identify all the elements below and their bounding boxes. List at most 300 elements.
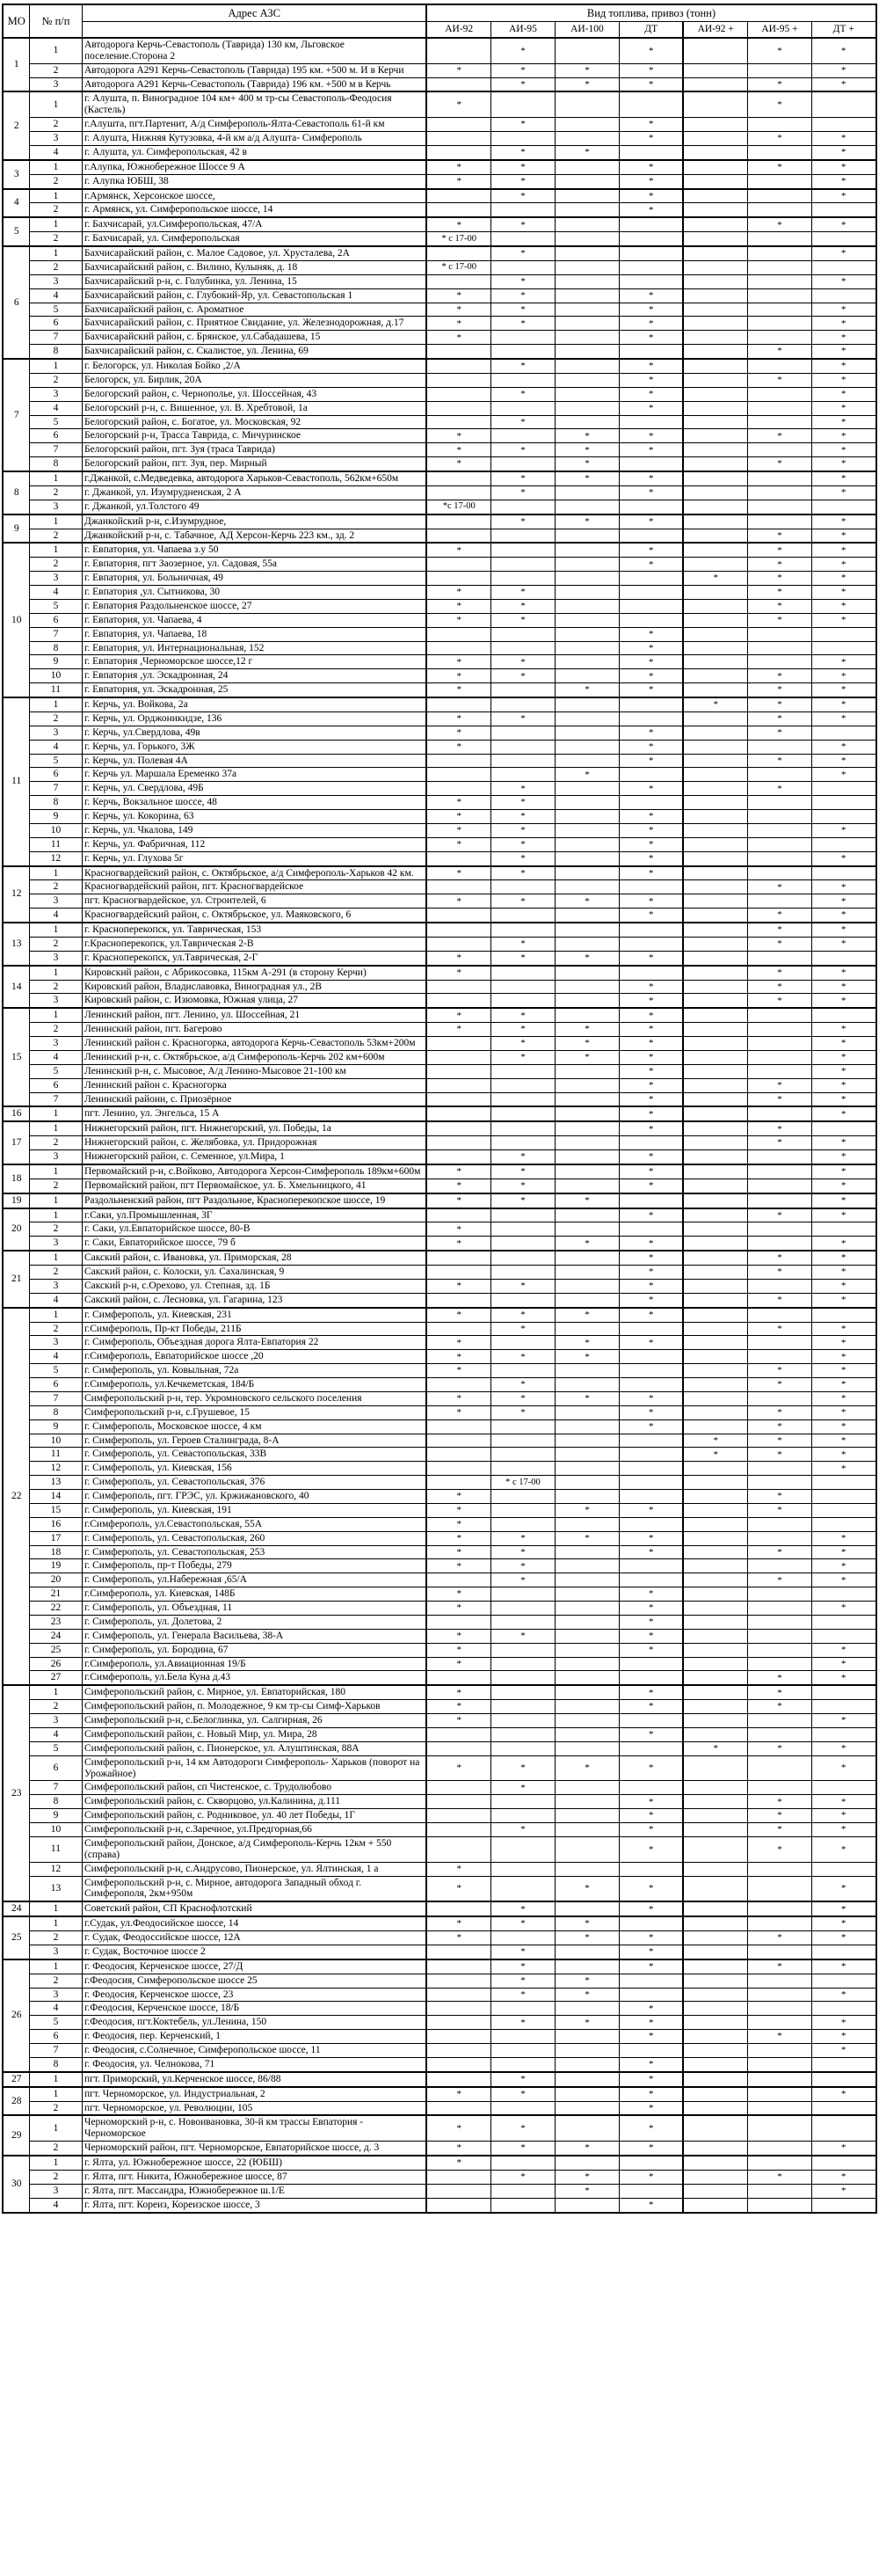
fuel-mark-cell: * — [811, 1023, 875, 1037]
station-number-cell: 6 — [29, 613, 82, 627]
fuel-mark-cell — [811, 2057, 875, 2071]
fuel-mark-cell: * — [747, 429, 811, 443]
fuel-mark-cell — [683, 1378, 747, 1392]
station-address-cell: Симферопольский р-н, с. Мирное, автодорога Западный обход г. Симферополя, 2км+950м — [82, 1876, 426, 1901]
fuel-mark-cell: * — [619, 303, 683, 317]
fuel-mark-cell: * — [811, 1050, 875, 1064]
fuel-mark-cell — [683, 2072, 747, 2087]
fuel-mark-cell — [811, 2072, 875, 2087]
fuel-mark-cell — [555, 1862, 619, 1876]
fuel-mark-cell — [555, 782, 619, 796]
fuel-mark-cell — [747, 1901, 811, 1916]
fuel-mark-cell: * — [555, 1050, 619, 1064]
fuel-mark-cell — [811, 1503, 875, 1517]
fuel-col-ai95plus: АИ-95 + — [747, 22, 811, 38]
fuel-mark-cell: * — [811, 189, 875, 203]
fuel-mark-cell — [555, 1279, 619, 1293]
fuel-mark-cell: * — [555, 768, 619, 782]
fuel-mark-cell — [683, 246, 747, 260]
fuel-mark-cell — [619, 260, 683, 274]
table-row — [3, 754, 875, 768]
table-row — [3, 77, 875, 91]
fuel-mark-cell: * — [490, 485, 555, 500]
fuel-mark-cell: * — [811, 754, 875, 768]
fuel-mark-cell — [683, 2198, 747, 2212]
table-row — [3, 994, 875, 1008]
station-address-cell: Симферопольский р-н, с.Андрусово, Пионерское, ул. Ялтинская, 1 а — [82, 1862, 426, 1876]
fuel-mark-cell — [747, 1023, 811, 1037]
fuel-mark-cell — [747, 641, 811, 655]
table-row — [3, 317, 875, 331]
table-row — [3, 387, 875, 401]
table-row — [3, 1643, 875, 1657]
fuel-mark-cell — [555, 641, 619, 655]
fuel-mark-cell: * — [426, 331, 490, 345]
station-address-cell: Черноморский район, пгт. Черноморское, Евпаторийское шоссе, д. 3 — [82, 2142, 426, 2156]
table-row — [3, 1150, 875, 1164]
fuel-mark-cell — [426, 1809, 490, 1823]
station-address-cell: Ленинский р-н, с. Октябрьское, а/д Симферополь-Керчь 202 км+600м — [82, 1050, 426, 1064]
station-number-cell: 3 — [29, 132, 82, 146]
fuel-mark-cell: * — [747, 1434, 811, 1448]
fuel-mark-cell: * — [811, 697, 875, 712]
table-row — [3, 1727, 875, 1741]
fuel-mark-cell: * — [426, 1193, 490, 1208]
station-number-cell: 4 — [29, 1350, 82, 1364]
fuel-mark-cell: * — [619, 627, 683, 641]
fuel-mark-cell: * — [426, 1629, 490, 1643]
fuel-mark-cell — [555, 1251, 619, 1265]
mo-cell: 3 — [3, 160, 29, 189]
fuel-mark-cell — [490, 1136, 555, 1150]
fuel-mark-cell: * — [811, 174, 875, 188]
station-number-cell: 9 — [29, 1419, 82, 1434]
station-number-cell: 3 — [29, 77, 82, 91]
fuel-mark-cell — [490, 726, 555, 740]
fuel-mark-cell: * — [619, 373, 683, 387]
fuel-mark-cell: * — [619, 1643, 683, 1657]
fuel-mark-cell — [490, 1587, 555, 1602]
fuel-mark-cell: * — [619, 866, 683, 880]
fuel-mark-cell — [683, 754, 747, 768]
fuel-mark-cell: * — [555, 1391, 619, 1405]
fuel-mark-cell — [490, 1092, 555, 1106]
fuel-mark-cell: * — [426, 543, 490, 557]
fuel-mark-cell: * — [490, 174, 555, 188]
fuel-mark-cell: * — [747, 1266, 811, 1280]
station-number-cell: 1 — [29, 697, 82, 712]
fuel-mark-cell — [747, 740, 811, 754]
fuel-mark-cell — [811, 1587, 875, 1602]
fuel-mark-cell — [683, 1862, 747, 1876]
fuel-mark-cell: * — [619, 823, 683, 837]
fuel-mark-cell: * — [490, 387, 555, 401]
fuel-mark-cell — [619, 586, 683, 600]
fuel-mark-cell — [555, 613, 619, 627]
table-row — [3, 1862, 875, 1876]
mo-cell: 26 — [3, 1959, 29, 2072]
fuel-mark-cell — [683, 823, 747, 837]
fuel-mark-cell: * — [747, 1078, 811, 1092]
table-row — [3, 2002, 875, 2016]
table-row — [3, 331, 875, 345]
fuel-mark-cell — [555, 2044, 619, 2058]
fuel-mark-cell: * — [619, 2002, 683, 2016]
fuel-mark-cell: * — [747, 1293, 811, 1307]
fuel-mark-cell: * — [426, 1364, 490, 1378]
fuel-mark-cell: * — [490, 63, 555, 77]
table-row — [3, 1208, 875, 1222]
fuel-mark-cell — [811, 1615, 875, 1629]
fuel-mark-cell — [555, 500, 619, 514]
mo-cell: 28 — [3, 2087, 29, 2116]
fuel-mark-cell — [683, 2002, 747, 2016]
table-row — [3, 880, 875, 894]
fuel-mark-cell — [490, 1615, 555, 1629]
fuel-mark-cell: * — [811, 1391, 875, 1405]
fuel-mark-cell — [683, 1405, 747, 1419]
fuel-mark-cell — [747, 1629, 811, 1643]
station-number-cell: 1 — [29, 1106, 82, 1121]
fuel-mark-cell — [555, 132, 619, 146]
fuel-mark-cell — [490, 1671, 555, 1685]
station-number-cell: 3 — [29, 726, 82, 740]
fuel-mark-cell — [683, 1945, 747, 1959]
fuel-mark-cell — [555, 1378, 619, 1392]
fuel-mark-cell — [490, 1448, 555, 1462]
station-address-cell: г. Ялта, пгт. Никита, Южнобережное шоссе, 87 — [82, 2170, 426, 2184]
fuel-mark-cell: * — [555, 1308, 619, 1322]
station-number-cell: 2 — [29, 2101, 82, 2115]
fuel-mark-cell: * — [619, 485, 683, 500]
fuel-mark-cell — [683, 457, 747, 471]
fuel-mark-cell — [555, 823, 619, 837]
fuel-mark-cell — [555, 599, 619, 613]
station-address-cell: г. Армянск, ул. Симферопольское шоссе, 14 — [82, 203, 426, 217]
fuel-mark-cell — [747, 1462, 811, 1476]
station-address-cell: Белогорский р-н, с. Вишенное, ул. В. Хребтовой, 1а — [82, 401, 426, 415]
fuel-mark-cell: * — [619, 1279, 683, 1293]
fuel-mark-cell: * — [619, 994, 683, 1008]
table-row — [3, 1179, 875, 1193]
table-row — [3, 2142, 875, 2156]
fuel-mark-cell: * — [619, 2030, 683, 2044]
station-number-cell: 3 — [29, 1037, 82, 1051]
fuel-mark-cell: * — [747, 1931, 811, 1945]
fuel-mark-cell — [490, 1293, 555, 1307]
fuel-mark-cell — [683, 1293, 747, 1307]
table-row — [3, 1064, 875, 1078]
fuel-mark-cell — [811, 782, 875, 796]
fuel-mark-cell: * — [811, 529, 875, 543]
fuel-mark-cell — [426, 1615, 490, 1629]
fuel-mark-cell: * — [619, 1121, 683, 1135]
station-number-cell: 4 — [29, 145, 82, 159]
fuel-mark-cell — [683, 586, 747, 600]
station-number-cell: 1 — [29, 217, 82, 231]
station-number-cell: 2 — [29, 2142, 82, 2156]
fuel-mark-cell: * — [490, 2170, 555, 2184]
station-number-cell: 7 — [29, 443, 82, 457]
fuel-mark-cell — [747, 232, 811, 246]
mo-cell: 8 — [3, 471, 29, 514]
station-address-cell: г.Феодосия, Симферопольское шоссе 25 — [82, 1974, 426, 1988]
fuel-mark-cell: * — [747, 1490, 811, 1504]
station-number-cell: 1 — [29, 1308, 82, 1322]
station-number-cell: 12 — [29, 851, 82, 865]
fuel-mark-cell: * — [619, 1685, 683, 1699]
table-row — [3, 2030, 875, 2044]
table-row — [3, 712, 875, 726]
fuel-mark-cell — [683, 471, 747, 485]
fuel-mark-cell: * — [426, 1405, 490, 1419]
fuel-mark-cell: * — [555, 1876, 619, 1901]
station-address-cell: г. Евпатория, ул. Чапаева, 18 — [82, 627, 426, 641]
fuel-mark-cell — [555, 2057, 619, 2071]
fuel-mark-cell — [426, 1727, 490, 1741]
station-address-cell: Симферопольский район, с. Родниковое, ул. 40 лет Победы, 1Г — [82, 1809, 426, 1823]
fuel-mark-cell — [683, 2044, 747, 2058]
table-header — [3, 4, 875, 38]
fuel-mark-cell: * — [619, 1876, 683, 1901]
fuel-mark-cell: * — [490, 359, 555, 373]
fuel-mark-cell: * — [490, 1988, 555, 2002]
table-row — [3, 174, 875, 188]
fuel-mark-cell: * — [555, 683, 619, 697]
fuel-mark-cell — [747, 823, 811, 837]
fuel-mark-cell: * — [811, 429, 875, 443]
fuel-mark-cell: * — [619, 38, 683, 63]
station-address-cell: г. Керчь, ул.Свердлова, 49в — [82, 726, 426, 740]
fuel-mark-cell — [683, 1988, 747, 2002]
address-column-header-empty — [82, 22, 426, 38]
fuel-mark-cell: * — [811, 1714, 875, 1728]
station-number-cell: 2 — [29, 1023, 82, 1037]
fuel-mark-cell — [747, 63, 811, 77]
table-row — [3, 1671, 875, 1685]
fuel-mark-cell: * — [747, 373, 811, 387]
fuel-mark-cell: * — [490, 317, 555, 331]
fuel-mark-cell — [683, 1179, 747, 1193]
fuel-mark-cell: * — [490, 2072, 555, 2087]
table-row — [3, 1629, 875, 1643]
fuel-mark-cell — [490, 740, 555, 754]
fuel-mark-cell — [747, 145, 811, 159]
fuel-mark-cell — [555, 260, 619, 274]
fuel-mark-cell — [683, 782, 747, 796]
station-address-cell: Красногвардейский район, пгт. Красногвардейское — [82, 880, 426, 894]
fuel-mark-cell — [555, 1434, 619, 1448]
fuel-mark-cell: * — [811, 966, 875, 980]
fuel-mark-cell: * — [619, 1615, 683, 1629]
fuel-mark-cell — [747, 1106, 811, 1121]
station-number-cell: 3 — [29, 994, 82, 1008]
station-address-cell: Джанкойский р-н, с.Изумрудное, — [82, 514, 426, 529]
fuel-mark-cell — [426, 1419, 490, 1434]
fuel-mark-cell — [683, 1916, 747, 1930]
fuel-mark-cell: * — [426, 669, 490, 683]
fuel-mark-cell: * — [747, 966, 811, 980]
fuel-mark-cell — [747, 401, 811, 415]
fuel-mark-cell — [426, 38, 490, 63]
fuel-mark-cell — [747, 1781, 811, 1795]
fuel-mark-cell — [619, 246, 683, 260]
table-row — [3, 1517, 875, 1531]
station-address-cell: г. Симферополь, ул. Ковыльная, 72а — [82, 1364, 426, 1378]
fuel-mark-cell — [490, 373, 555, 387]
fuel-mark-cell — [811, 1517, 875, 1531]
fuel-mark-cell: * — [426, 866, 490, 880]
station-address-cell: г. Симферополь, пр-т Победы, 279 — [82, 1559, 426, 1573]
fuel-mark-cell: * — [490, 274, 555, 288]
fuel-mark-cell — [490, 203, 555, 217]
station-address-cell: г.Армянск, Херсонское шоссе, — [82, 189, 426, 203]
fuel-mark-cell: * — [811, 2142, 875, 2156]
fuel-mark-cell: * — [490, 1559, 555, 1573]
station-number-cell: 3 — [29, 572, 82, 586]
table-row — [3, 1545, 875, 1559]
table-row — [3, 1974, 875, 1988]
station-number-cell: 3 — [29, 387, 82, 401]
fuel-mark-cell — [426, 1251, 490, 1265]
fuel-mark-cell: * — [490, 1974, 555, 1988]
fuel-mark-cell: * — [811, 1322, 875, 1336]
fuel-mark-cell: * — [811, 712, 875, 726]
fuel-mark-cell: * — [619, 810, 683, 824]
fuel-mark-cell — [490, 232, 555, 246]
station-address-cell: г. Белогорск, ул. Николая Бойко ,2/А — [82, 359, 426, 373]
station-number-cell: 2 — [29, 937, 82, 951]
station-address-cell: Бахчисарайский район, с. Малое Садовое, ул. Хрусталева, 2А — [82, 246, 426, 260]
fuel-mark-cell — [490, 627, 555, 641]
fuel-mark-cell — [619, 500, 683, 514]
fuel-mark-cell — [747, 2072, 811, 2087]
station-number-cell: 3 — [29, 1150, 82, 1164]
fuel-mark-cell — [555, 174, 619, 188]
fuel-mark-cell — [490, 641, 555, 655]
fuel-mark-cell — [426, 1741, 490, 1755]
fuel-mark-cell — [426, 851, 490, 865]
fuel-mark-cell: * — [811, 132, 875, 146]
table-row — [3, 1293, 875, 1307]
fuel-mark-cell: * — [619, 894, 683, 909]
station-number-cell: 8 — [29, 2057, 82, 2071]
station-number-cell: 2 — [29, 1222, 82, 1237]
station-number-cell: 27 — [29, 1671, 82, 1685]
fuel-mark-cell — [555, 726, 619, 740]
fuel-mark-cell: * — [619, 1945, 683, 1959]
fuel-mark-cell — [490, 2198, 555, 2212]
station-address-cell: Красногвардейский район, с. Октябрьское, ул. Маяковского, 6 — [82, 909, 426, 923]
fuel-mark-cell — [619, 217, 683, 231]
fuel-mark-cell — [555, 2115, 619, 2141]
fuel-mark-cell: * — [811, 1836, 875, 1862]
fuel-mark-cell: * — [555, 1531, 619, 1545]
table-row — [3, 246, 875, 260]
table-row — [3, 1391, 875, 1405]
station-address-cell: г.Феодосия, Керченское шоссе, 18/Б — [82, 2002, 426, 2016]
fuel-mark-cell: * — [811, 1462, 875, 1476]
table-row — [3, 1781, 875, 1795]
fuel-mark-cell — [683, 1266, 747, 1280]
fuel-mark-cell — [426, 1106, 490, 1121]
fuel-mark-cell: * — [811, 1809, 875, 1823]
fuel-mark-cell — [683, 768, 747, 782]
fuel-mark-cell — [555, 980, 619, 994]
fuel-mark-cell — [683, 1251, 747, 1265]
station-address-cell: Сакский р-н, с.Орехово, ул. Степная, зд. 1Б — [82, 1279, 426, 1293]
fuel-mark-cell — [747, 627, 811, 641]
station-address-cell: г. Керчь, ул. Фабричная, 112 — [82, 837, 426, 851]
station-number-cell: 10 — [29, 1434, 82, 1448]
fuel-mark-cell: * — [619, 669, 683, 683]
station-address-cell: г. Красноперекопск, ул. Таврическая, 153 — [82, 923, 426, 937]
station-address-cell: г. Евпатория, ул. Больничная, 49 — [82, 572, 426, 586]
fuel-mark-cell — [811, 2002, 875, 2016]
fuel-mark-cell — [426, 1064, 490, 1078]
fuel-mark-cell — [747, 1657, 811, 1671]
fuel-mark-cell — [747, 1064, 811, 1078]
fuel-mark-cell: * — [747, 1671, 811, 1685]
fuel-mark-cell — [426, 641, 490, 655]
fuel-mark-cell: * — [490, 851, 555, 865]
fuel-mark-cell: * — [426, 429, 490, 443]
fuel-mark-cell: * — [747, 1448, 811, 1462]
fuel-mark-cell: * — [619, 1179, 683, 1193]
fuel-mark-cell: * — [811, 1545, 875, 1559]
fuel-mark-cell — [683, 77, 747, 91]
station-number-cell: 8 — [29, 1405, 82, 1419]
fuel-mark-cell: * — [619, 2170, 683, 2184]
fuel-mark-cell — [683, 683, 747, 697]
table-row — [3, 823, 875, 837]
station-address-cell: пгт. Ленино, ул. Энгельса, 15 А — [82, 1106, 426, 1121]
fuel-mark-cell — [683, 274, 747, 288]
station-number-cell: 2 — [29, 1931, 82, 1945]
fuel-mark-cell: * — [619, 359, 683, 373]
mo-cell: 23 — [3, 1685, 29, 1901]
fuel-mark-cell: * — [619, 63, 683, 77]
fuel-mark-cell — [555, 373, 619, 387]
fuel-mark-cell — [555, 627, 619, 641]
fuel-mark-cell — [683, 1700, 747, 1714]
table-row — [3, 1193, 875, 1208]
fuel-mark-cell — [619, 457, 683, 471]
fuel-mark-cell — [555, 909, 619, 923]
fuel-mark-cell — [683, 1064, 747, 1078]
fuel-mark-cell: * с 17-00 — [426, 232, 490, 246]
fuel-mark-cell — [555, 38, 619, 63]
fuel-mark-cell — [747, 1615, 811, 1629]
station-address-cell: г. Евпатория ,Черноморское шоссе,12 г — [82, 655, 426, 669]
fuel-mark-cell: * — [811, 514, 875, 529]
fuel-mark-cell: * — [555, 443, 619, 457]
table-row — [3, 429, 875, 443]
station-address-cell: г.Симферополь, Пр-кт Победы, 211Б — [82, 1322, 426, 1336]
fuel-mark-cell — [426, 1974, 490, 1988]
station-number-cell: 2 — [29, 2170, 82, 2184]
fuel-mark-cell: * — [811, 909, 875, 923]
fuel-mark-cell — [555, 1700, 619, 1714]
fuel-mark-cell — [683, 303, 747, 317]
fuel-mark-cell: * — [619, 1251, 683, 1265]
fuel-mark-cell — [426, 529, 490, 543]
station-number-cell: 2 — [29, 980, 82, 994]
fuel-mark-cell — [555, 118, 619, 132]
fuel-mark-cell: * — [747, 909, 811, 923]
fuel-mark-cell: * — [619, 1037, 683, 1051]
fuel-mark-cell: * — [747, 1823, 811, 1837]
